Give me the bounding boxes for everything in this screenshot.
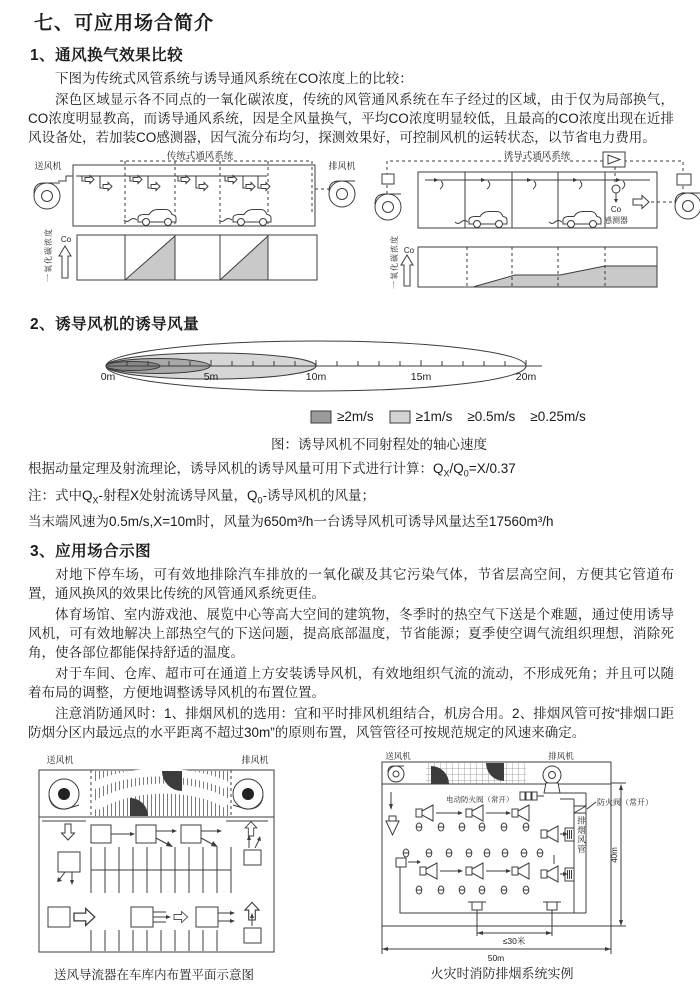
induction-supply-fan-icon xyxy=(375,194,401,220)
section3-heading: 3、应用场合示图 xyxy=(30,543,152,561)
traditional-system-title: 传统式通风系统 xyxy=(166,151,234,162)
jet-figure-caption: 图：诱导风机不同射程处的轴心速度 xyxy=(271,437,487,452)
formula-note-para: 注：式中$Q_X-$射程X处射流诱导风量，$Q_0-$诱导风机的风量； xyxy=(28,487,376,506)
page-title: 七、可应用场合简介 xyxy=(34,13,215,34)
car-icon xyxy=(124,210,176,226)
exhaust-inlet-icon xyxy=(543,902,561,910)
induction-system xyxy=(375,150,700,289)
section3-para1: 对地下停车场，可有效地排除汽车排放的一氧化碳及其它污染气体，节省层高空间，方便其它管道布置，通风换风的效果比传统的风管通风系统更佳。 xyxy=(28,567,674,602)
fire-damper-label: 防火阀（常开） xyxy=(597,798,653,808)
jet-tick-5m: 5m xyxy=(203,371,219,383)
fire-plan-figure xyxy=(374,750,674,990)
section2-heading: 2、诱导风机的诱导风量 xyxy=(30,316,200,333)
garage-plan-figure xyxy=(34,750,294,990)
supply-fan-icon xyxy=(34,183,60,209)
jet-tick-0m: 0m xyxy=(100,371,116,383)
fire-supply-fan-icon xyxy=(388,766,404,782)
parking-stalls-middle xyxy=(91,847,231,893)
jet-range-figure xyxy=(94,338,674,401)
co-label: Co xyxy=(60,235,72,244)
car-icon xyxy=(455,212,507,228)
co-sensor-label-bottom: 感测器 xyxy=(604,216,628,225)
legend-item xyxy=(530,409,585,424)
jet-speed-legend xyxy=(310,409,674,424)
section1-para1: 下图为传统式风管系统与诱导通风系统在CO浓度上的比较： xyxy=(55,71,413,86)
ramp-grid-area xyxy=(426,763,526,784)
electric-damper-label: 电动防火阀（常开） xyxy=(446,795,514,805)
legend-swatch-light xyxy=(389,410,411,424)
up-arrow-icon xyxy=(401,255,413,286)
dim-50m-label: 50m xyxy=(487,953,505,964)
section2-para3: 当末端风速为0.5m/s,X=10m时，风量为650m³/h一台诱导风机可诱导风量达至17560m³/h xyxy=(28,514,554,530)
co-axis-label: 一氧化碳浓度 xyxy=(44,228,53,282)
jet-range-diagram xyxy=(94,338,554,396)
fire-exhaust-fan-icon xyxy=(543,766,561,793)
legend-swatch-dark xyxy=(310,410,332,424)
supply-fan-label: 送风机 xyxy=(34,161,62,171)
co-sensor-icon xyxy=(612,185,620,203)
fire-figure-caption: 火灾时消防排烟系统实例 xyxy=(430,966,574,982)
legend-label: ≥1m/s xyxy=(415,409,453,424)
co-sensor-label-top: Co xyxy=(610,205,622,214)
legend-label: ≥0.5m/s xyxy=(467,409,516,424)
jet-tick-10m: 10m xyxy=(305,371,327,383)
fire-smoke-plan-diagram xyxy=(374,750,674,985)
ramp-hatch-area xyxy=(92,771,230,816)
exhaust-fan-label: 排风机 xyxy=(548,751,574,762)
legend-item xyxy=(467,409,515,424)
car-icon xyxy=(219,210,271,226)
induction-exhaust-fan-icon xyxy=(675,193,700,219)
exhaust-inlet-icon xyxy=(468,902,486,910)
deflector-row-2 xyxy=(48,907,235,927)
supply-fan-label: 送风机 xyxy=(46,755,74,766)
legend-item xyxy=(389,409,453,424)
dim-30m-label: ≤30米 xyxy=(502,936,526,947)
garage-figure-caption: 送风导流器在车库内布置平面示意图 xyxy=(53,968,255,983)
section3-para3: 对于车间、仓库、超市可在通道上方安装诱导风机，有效地组织气流的流动，不形成死角；并且可以随着布局的调整，方便地调整诱导风机的布置位置。 xyxy=(28,666,674,701)
co-graph-induction xyxy=(389,235,657,289)
exhaust-fan-label: 排风机 xyxy=(241,755,269,766)
section1-heading: 1、通风换气效果比较 xyxy=(30,47,184,64)
supply-fan-label: 送风机 xyxy=(385,751,411,762)
smoke-duct-label: 排烟风管 xyxy=(576,816,587,855)
co-label: Co xyxy=(403,246,415,255)
exhaust-fan-label: 排风机 xyxy=(328,161,356,171)
sprinkler-row-2 xyxy=(403,849,543,857)
garage-plan-diagram xyxy=(34,750,294,985)
dimension-30m xyxy=(477,910,552,946)
section3-para4: 注意消防通风时：1、排烟风机的选用：宜和平时排风机组结合，机房合用。2、排烟风管可按“排烟口距防烟分区内最远点的水平距离不超过30m”的原则布置，风管管径可按规范规定的风速来确定。 xyxy=(28,706,674,741)
formula-para: 根据动量定理及射流理论，诱导风机的诱导风量可用下式进行计算：$Q_X/Q_0=X/0.37$ xyxy=(28,461,516,479)
induced-fan-row-2 xyxy=(396,858,529,879)
exhaust-fan-icon xyxy=(329,181,355,207)
jet-tick-15m: 15m xyxy=(410,371,432,383)
deflector-left xyxy=(57,852,80,885)
bottom-figures-row xyxy=(28,750,674,990)
legend-label: ≥2m/s xyxy=(337,409,374,424)
legend-label: ≥0.25m/s xyxy=(530,409,586,424)
dim-40m-label: 40m xyxy=(610,847,619,864)
section1-para2: 深色区域显示各不同点的一氧化碳浓度，传统的风管通风系统在车子经过的区域，由于仅为局部换气，CO浓度明显教高，而诱导通风系统，因是全风量换气，平均CO浓度明显较低，且最高的CO浓度出现在近排风设备处，若加装CO感测器，因气流分布均匀，探测效果好，可控制风机的运转状态，以节省电力费用。 xyxy=(28,92,674,145)
smoke-horn-icon xyxy=(541,866,558,882)
right-column-devices xyxy=(244,822,261,943)
co-graph-traditional xyxy=(43,228,317,282)
up-arrow-icon xyxy=(59,246,71,278)
traditional-system xyxy=(34,150,356,282)
down-arrow-icon xyxy=(62,824,75,840)
dimension-50m xyxy=(382,926,611,963)
garage-supply-fan-icon xyxy=(49,779,79,809)
jet-tick-20m: 20m xyxy=(515,371,537,383)
ventilation-comparison-figure xyxy=(20,149,674,304)
parking-stalls-bottom xyxy=(91,930,217,951)
induction-system-title: 诱导式通风系统 xyxy=(503,151,571,162)
deflector-row-1 xyxy=(91,825,222,847)
co-axis-label: 一氧化碳浓度 xyxy=(390,235,399,289)
exhaust-arrow-icon xyxy=(633,196,649,209)
sprinkler-row-3 xyxy=(416,886,529,894)
horn-down-icon xyxy=(386,816,399,835)
garage-exhaust-fan-icon xyxy=(233,779,263,809)
induced-fan-row-1 xyxy=(416,805,529,821)
legend-item xyxy=(310,409,374,424)
section3-para2: 体育场馆、室内游戏池、展览中心等高大空间的建筑物，冬季时的热空气下送是个难题，通过使用诱导风机，可有效地解决上部热空气的下送问题，提高底部温度，节省能源；夏季使空调气流组织理想，消除死角，使各部位都能保持舒适的温度。 xyxy=(28,607,674,661)
smoke-horn-icon xyxy=(541,826,558,842)
ventilation-comparison-diagram xyxy=(20,149,700,299)
car-icon xyxy=(549,212,601,228)
sprinkler-row-1 xyxy=(416,823,529,831)
